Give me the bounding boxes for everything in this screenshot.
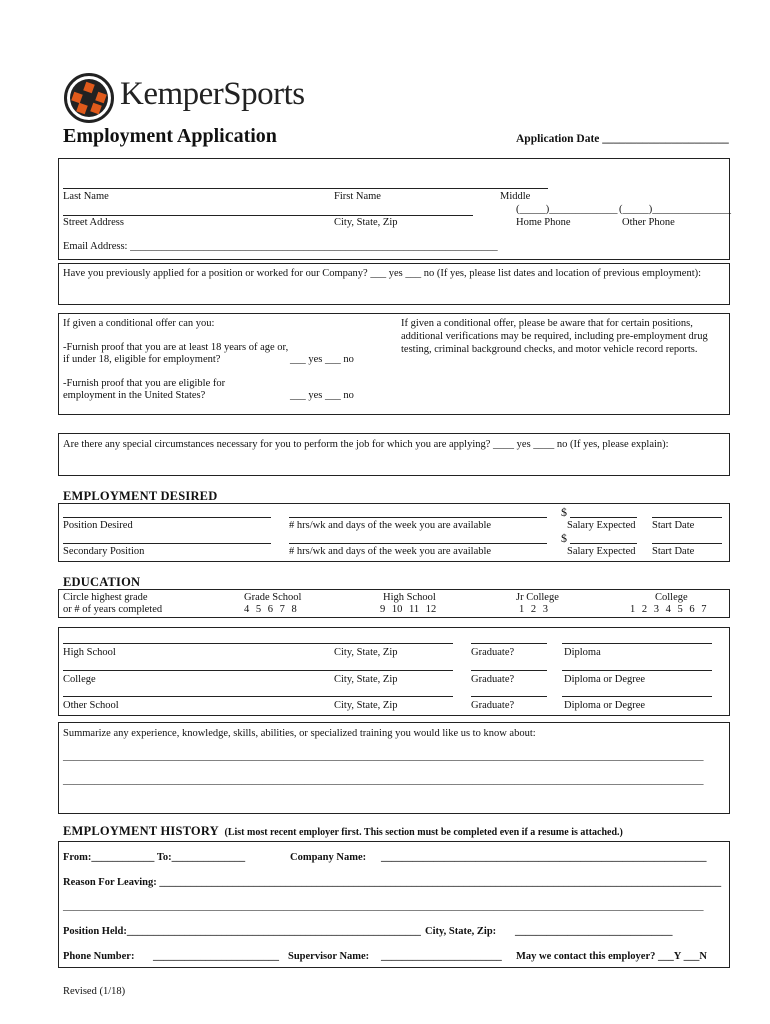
position-held-field[interactable]: Position Held:________________________________________________________ — [63, 926, 421, 937]
last-name-label: Last Name — [63, 191, 109, 202]
supervisor-name-label: Supervisor Name: — [288, 951, 370, 962]
home-phone-blank[interactable]: (_____)_____________ — [516, 204, 618, 215]
conditional-left-heading: If given a conditional offer can you: — [63, 318, 215, 329]
brand-name: KemperSports — [120, 76, 305, 112]
hours-label: # hrs/wk and days of the week you are available — [289, 520, 492, 531]
education-row-diploma: Diploma — [564, 647, 601, 658]
page-title: Employment Application — [63, 125, 277, 147]
special-circumstances-question[interactable]: Are there any special circumstances necessary for you to perform the job for which you are applying? ____ yes ____ no (If yes, please explain): — [63, 439, 669, 450]
contact-employer-question[interactable]: May we contact this employer? ___Y ___N — [516, 951, 707, 962]
education-row-school: College — [63, 674, 96, 685]
secondary-hours-blank[interactable] — [289, 543, 547, 544]
employment-history-note: (List most recent employer first. This section must be completed even if a resume is attached.) — [224, 827, 623, 838]
education-row-diploma: Diploma or Degree — [564, 674, 646, 685]
eligibility-choice[interactable]: ___ yes ___ no — [290, 390, 354, 401]
education-row-graduate: Graduate? — [471, 700, 515, 711]
other-school-blank[interactable] — [63, 696, 453, 697]
home-phone-label: Home Phone — [516, 217, 571, 228]
other-school-degree-blank[interactable] — [562, 696, 712, 697]
start-date-blank[interactable] — [652, 517, 722, 518]
secondary-position-blank[interactable] — [63, 543, 271, 544]
other-school-graduate-blank[interactable] — [471, 696, 547, 697]
reason-for-leaving-field[interactable]: Reason For Leaving: ___________________________________________________________________________________________________________ — [63, 877, 722, 888]
summarize-prompt: Summarize any experience, knowledge, skills, abilities, or specialized training you would like us to know about: — [63, 728, 536, 739]
high-school-blank[interactable] — [63, 643, 453, 644]
age-proof-line1: -Furnish proof that you are at least 18 years of age or, — [63, 342, 289, 353]
high-school-options[interactable]: 9 10 11 12 — [380, 604, 437, 615]
middle-label: Middle — [500, 191, 531, 202]
summarize-line[interactable]: __________________________________________________________________________________________________________________________ — [63, 751, 704, 762]
company-logo — [63, 72, 115, 127]
age-proof-choice[interactable]: ___ yes ___ no — [290, 354, 354, 365]
education-heading: EDUCATION — [63, 575, 141, 589]
jr-college-label: Jr College — [516, 592, 559, 603]
salary-dollar: $ — [561, 505, 567, 519]
address-blank[interactable] — [63, 215, 473, 216]
name-blank[interactable] — [63, 188, 548, 189]
previous-applied-question[interactable]: Have you previously applied for a position or worked for our Company? ___ yes ___ no (If yes, please list dates and location of previous employment): — [63, 268, 702, 279]
revision-footer: Revised (1/18) — [63, 986, 126, 997]
city-state-zip-label: City, State, Zip — [334, 217, 398, 228]
secondary-start-date-blank[interactable] — [652, 543, 722, 544]
employment-history-header — [63, 824, 623, 839]
high-school-graduate-blank[interactable] — [471, 643, 547, 644]
first-name-label: First Name — [334, 191, 381, 202]
high-school-diploma-blank[interactable] — [562, 643, 712, 644]
secondary-salary-dollar: $ — [561, 531, 567, 545]
application-date-field[interactable]: Application Date ______________________ — [516, 133, 729, 145]
phone-number-label: Phone Number: — [63, 951, 135, 962]
secondary-salary-blank[interactable] — [570, 543, 637, 544]
college-label: College — [655, 592, 688, 603]
education-row-city: City, State, Zip — [334, 647, 398, 658]
position-desired-label: Position Desired — [63, 520, 133, 531]
college-graduate-blank[interactable] — [471, 670, 547, 671]
education-row-city: City, State, Zip — [334, 674, 398, 685]
secondary-start-date-label: Start Date — [652, 546, 695, 557]
other-phone-label: Other Phone — [622, 217, 675, 228]
email-field[interactable]: Email Address: ______________________________________________________________________ — [63, 241, 498, 252]
college-options[interactable]: 1 2 3 4 5 6 7 — [630, 604, 707, 615]
company-name-label: Company Name: — [290, 852, 367, 863]
summarize-line[interactable]: __________________________________________________________________________________________________________________________ — [63, 775, 704, 786]
employment-desired-heading: EMPLOYMENT DESIRED — [63, 489, 218, 503]
position-desired-blank[interactable] — [63, 517, 271, 518]
jr-college-options[interactable]: 1 2 3 — [519, 604, 548, 615]
circle-grade-line1: Circle highest grade — [63, 592, 148, 603]
grade-school-options[interactable]: 4 5 6 7 8 — [244, 604, 297, 615]
secondary-hours-label: # hrs/wk and days of the week you are available — [289, 546, 492, 557]
employer-city-label: City, State, Zip: — [425, 926, 497, 937]
street-address-label: Street Address — [63, 217, 124, 228]
eligibility-line1: -Furnish proof that you are eligible for — [63, 378, 226, 389]
grade-school-label: Grade School — [244, 592, 302, 603]
circle-grade-line2: or # of years completed — [63, 604, 163, 615]
conditional-notice-line1: If given a conditional offer, please be aware that for certain positions, — [401, 318, 693, 329]
education-row-school: Other School — [63, 700, 119, 711]
education-row-school: High School — [63, 647, 116, 658]
eligibility-line2: employment in the United States? — [63, 390, 206, 401]
conditional-notice-line3: testing, criminal background checks, and motor vehicle record reports. — [401, 344, 698, 355]
start-date-label: Start Date — [652, 520, 695, 531]
secondary-position-label: Secondary Position — [63, 546, 145, 557]
company-name-blank[interactable]: ______________________________________________________________ — [381, 852, 707, 863]
hours-blank[interactable] — [289, 517, 547, 518]
reason-line[interactable]: __________________________________________________________________________________________________________________________ — [63, 901, 704, 912]
employer-city-blank[interactable]: ______________________________ — [515, 926, 673, 937]
from-to-field[interactable]: From:____________ To:______________ — [63, 852, 246, 863]
age-proof-line2: if under 18, eligible for employment? — [63, 354, 221, 365]
education-row-diploma: Diploma or Degree — [564, 700, 646, 711]
salary-blank[interactable] — [570, 517, 637, 518]
other-phone-blank[interactable]: (_____)_______________ — [619, 204, 731, 215]
kempersports-logo-icon — [63, 72, 115, 124]
secondary-salary-label: Salary Expected — [567, 546, 636, 557]
education-row-graduate: Graduate? — [471, 674, 515, 685]
college-degree-blank[interactable] — [562, 670, 712, 671]
high-school-label: High School — [383, 592, 436, 603]
employment-history-heading: EMPLOYMENT HISTORY — [63, 824, 219, 838]
college-blank[interactable] — [63, 670, 453, 671]
salary-label: Salary Expected — [567, 520, 636, 531]
education-row-graduate: Graduate? — [471, 647, 515, 658]
phone-number-blank[interactable]: ________________________ — [153, 951, 279, 962]
education-row-city: City, State, Zip — [334, 700, 398, 711]
conditional-notice-line2: additional verifications may be required, including pre-employment drug — [401, 331, 708, 342]
supervisor-name-blank[interactable]: _______________________ — [381, 951, 502, 962]
